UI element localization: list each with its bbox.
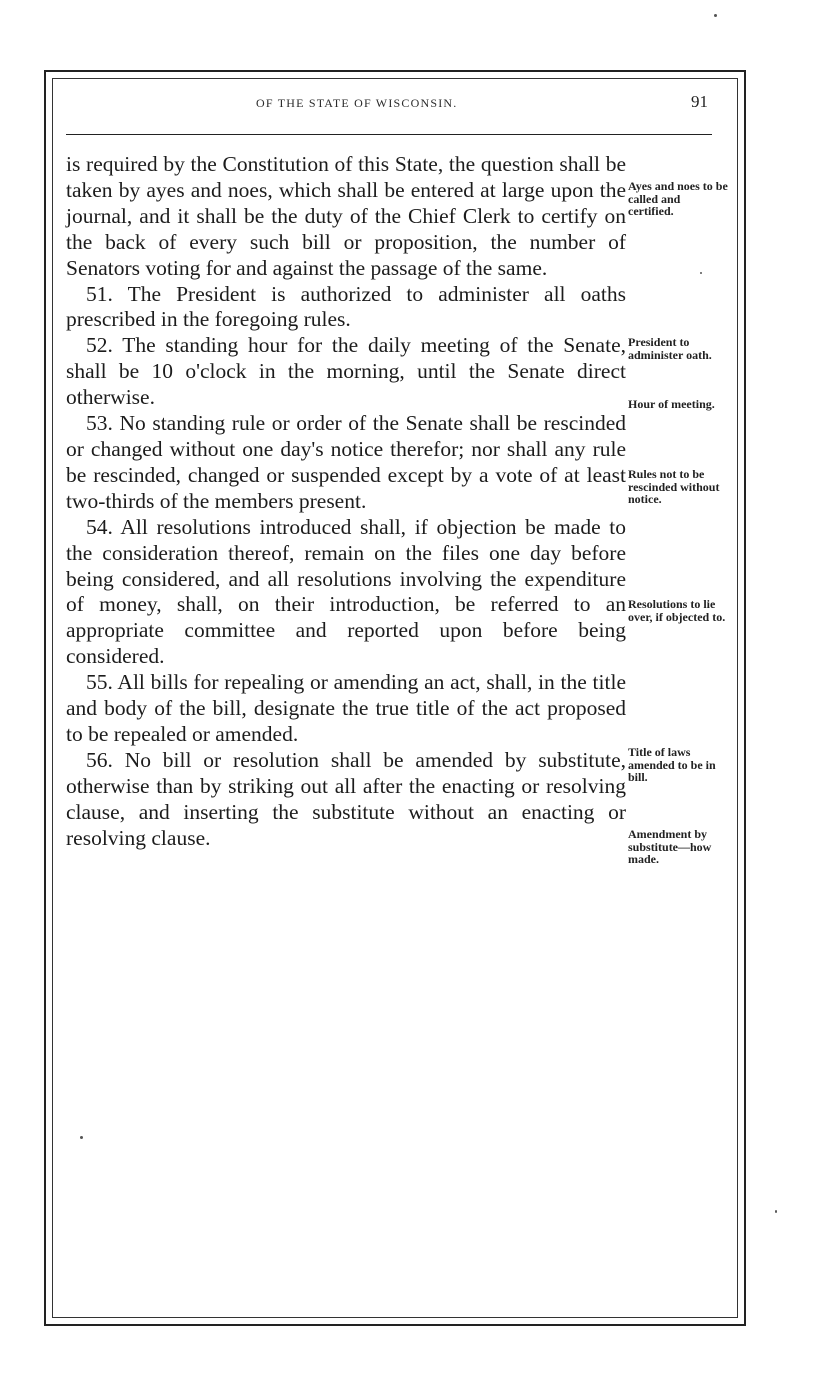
- page-number: 91: [691, 92, 708, 111]
- paragraph-rule-53: 53. No standing rule or order of the Senate shall be rescinded or changed without one day's notice therefor; nor shall any rule be rescinded, changed or suspended except by a vote of at least two-thirds of the members present.: [66, 411, 626, 513]
- sidenote-ayes-noes: Ayes and noes to be called and certified.: [628, 179, 728, 218]
- running-head: [66, 92, 712, 116]
- paragraph-continuation: is required by the Constitution of this State, the question shall be taken by ayes and noes, which shall be entered at large upon the journal, and it shall be the duty of the Chief Clerk to certify on the back of every such bill or proposition, the number of Senators voting for and against the passage of the same.: [66, 152, 626, 280]
- paper-speck: [714, 14, 717, 17]
- sidenote-title-laws: Title of laws amended to be in bill.: [628, 745, 716, 784]
- paragraph-rule-54: 54. All resolutions introduced shall, if objection be made to the consideration thereof, remain on the files one day before being considered, and all resolutions involving the expenditure of money, shall, on their introduction, be referred to an appropriate committee and reported upon before being considered.: [66, 514, 626, 669]
- body-text: [66, 152, 626, 851]
- paragraph-rule-52: 52. The standing hour for the daily meeting of the Senate, shall be 10 o'clock in the morning, until the Senate direct otherwise.: [66, 333, 626, 410]
- sidenote-president-oath: President to administer oath.: [628, 335, 712, 362]
- sidenote-resolutions: Resolutions to lie over, if objected to.: [628, 597, 726, 624]
- running-head-title: OF THE STATE OF WISCONSIN.: [256, 96, 458, 110]
- paper-speck: [80, 1136, 83, 1139]
- sidenote-rules-rescinded: Rules not to be rescinded without notice.: [628, 467, 720, 506]
- sidenote-hour-meeting: Hour of meeting.: [628, 397, 715, 411]
- header-rule: [66, 134, 712, 135]
- paragraph-rule-56: 56. No bill or resolution shall be amended by substitute, otherwise than by striking out all after the enacting or resolving clause, and inserting the substitute without an enacting or resolving clause.: [66, 747, 626, 850]
- paper-speck: [700, 272, 702, 274]
- paragraph-rule-55: 55. All bills for repealing or amending an act, shall, in the title and body of the bill, designate the true title of the act proposed to be repealed or amended.: [66, 670, 626, 746]
- paragraph-rule-51: 51. The President is authorized to administer all oaths prescribed in the foregoing rules.: [66, 281, 626, 332]
- paper-speck: [775, 1210, 777, 1213]
- sidenote-amendment: Amendment by substitute—how made.: [628, 827, 712, 866]
